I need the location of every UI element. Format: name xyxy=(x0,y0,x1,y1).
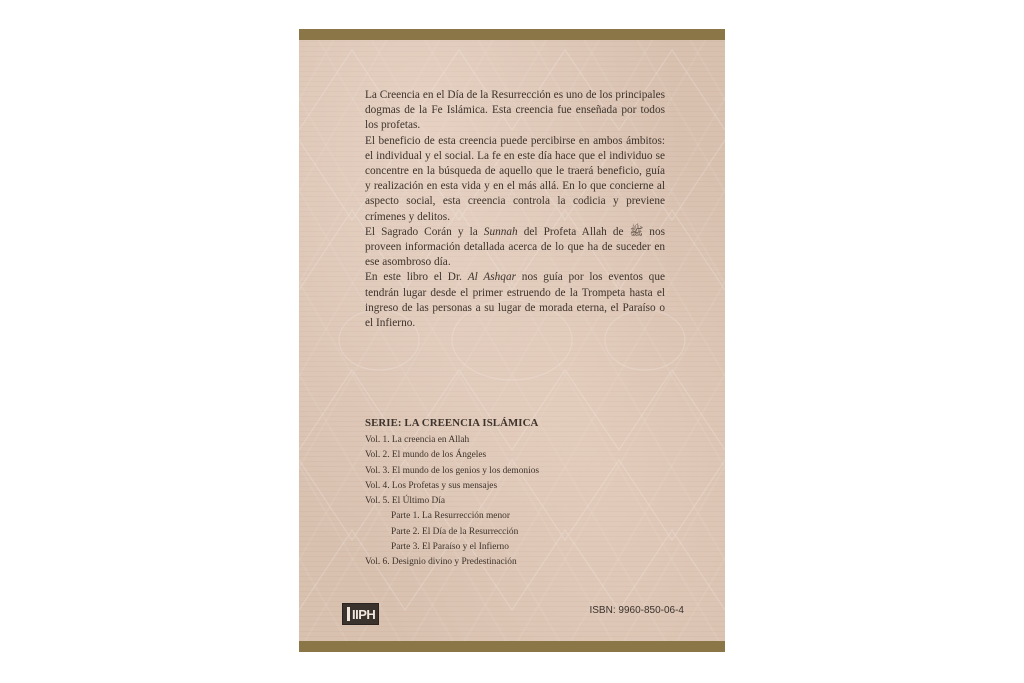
blurb-paragraph-3 xyxy=(365,225,665,271)
blurb-paragraph-3-end: del Profeta Allah de ﷺ nos proveen información detallada acerca de lo que ha de suceder en ese asombroso día. xyxy=(365,225,665,269)
logo-bar-mark xyxy=(347,607,350,621)
blurb-paragraph-4-start: En este libro el Dr. xyxy=(365,271,468,284)
blurb-paragraph-2: El beneficio de esta creencia puede percibirse en ambos ámbitos: el individual y el social. La fe en este día hace que el individuo se concentre en la búsqueda de aquello que le traerá beneficio, guía y realización en esta vida y en el más allá. En lo que concierne al aspecto social, esta creencia controla la codicia y previene crímenes y delitos. xyxy=(365,134,665,223)
blurb-paragraph-1: La Creencia en el Día de la Resurrección es uno de los principales dogmas de la Fe Islámica. Esta creencia fue enseñada por todos los profetas. xyxy=(365,89,665,132)
volume-part-item: Parte 2. El Día de la Resurrección xyxy=(391,526,519,537)
volume-part-item: Parte 3. El Paraíso y el Infierno xyxy=(391,542,509,553)
blurb-paragraph-3-start: El Sagrado Corán y la xyxy=(365,225,484,238)
blurb-paragraph-4-end: nos guía por los eventos que tendrán lugar desde el primer estruendo de la Trompeta hasta el ingreso de las personas a su lugar de morada eterna, el Paraíso o el Infierno. xyxy=(365,271,665,330)
publisher-logo-text: IIPH xyxy=(352,606,376,622)
volume-part-item: Parte 1. La Resurrección menor xyxy=(391,511,510,522)
top-gold-band xyxy=(299,29,725,40)
blurb-paragraph-4 xyxy=(365,270,665,331)
volume-item: Vol. 1. La creencia en Allah xyxy=(365,435,470,445)
series-list xyxy=(365,417,665,571)
publisher-logo xyxy=(342,603,379,625)
volume-item: Vol. 5. El Último Día xyxy=(365,496,446,507)
volume-list xyxy=(365,433,665,571)
volume-item: Vol. 3. El mundo de los genios y los demonios xyxy=(365,465,540,476)
volume-item: Vol. 2. El mundo de los Ángeles xyxy=(365,450,487,461)
author-name: Al Ashqar xyxy=(467,271,516,284)
back-cover-blurb xyxy=(365,88,665,331)
book-back-cover xyxy=(299,29,725,652)
series-title: SERIE: LA CREENCIA ISLÁMICA xyxy=(365,417,539,429)
sunnah-term: Sunnah xyxy=(483,225,518,238)
isbn-number: ISBN: 9960-850-06-4 xyxy=(589,605,684,616)
volume-item: Vol. 6. Designio divino y Predestinación xyxy=(365,557,517,568)
bottom-gold-band xyxy=(299,641,725,652)
volume-item: Vol. 4. Los Profetas y sus mensajes xyxy=(365,480,498,491)
